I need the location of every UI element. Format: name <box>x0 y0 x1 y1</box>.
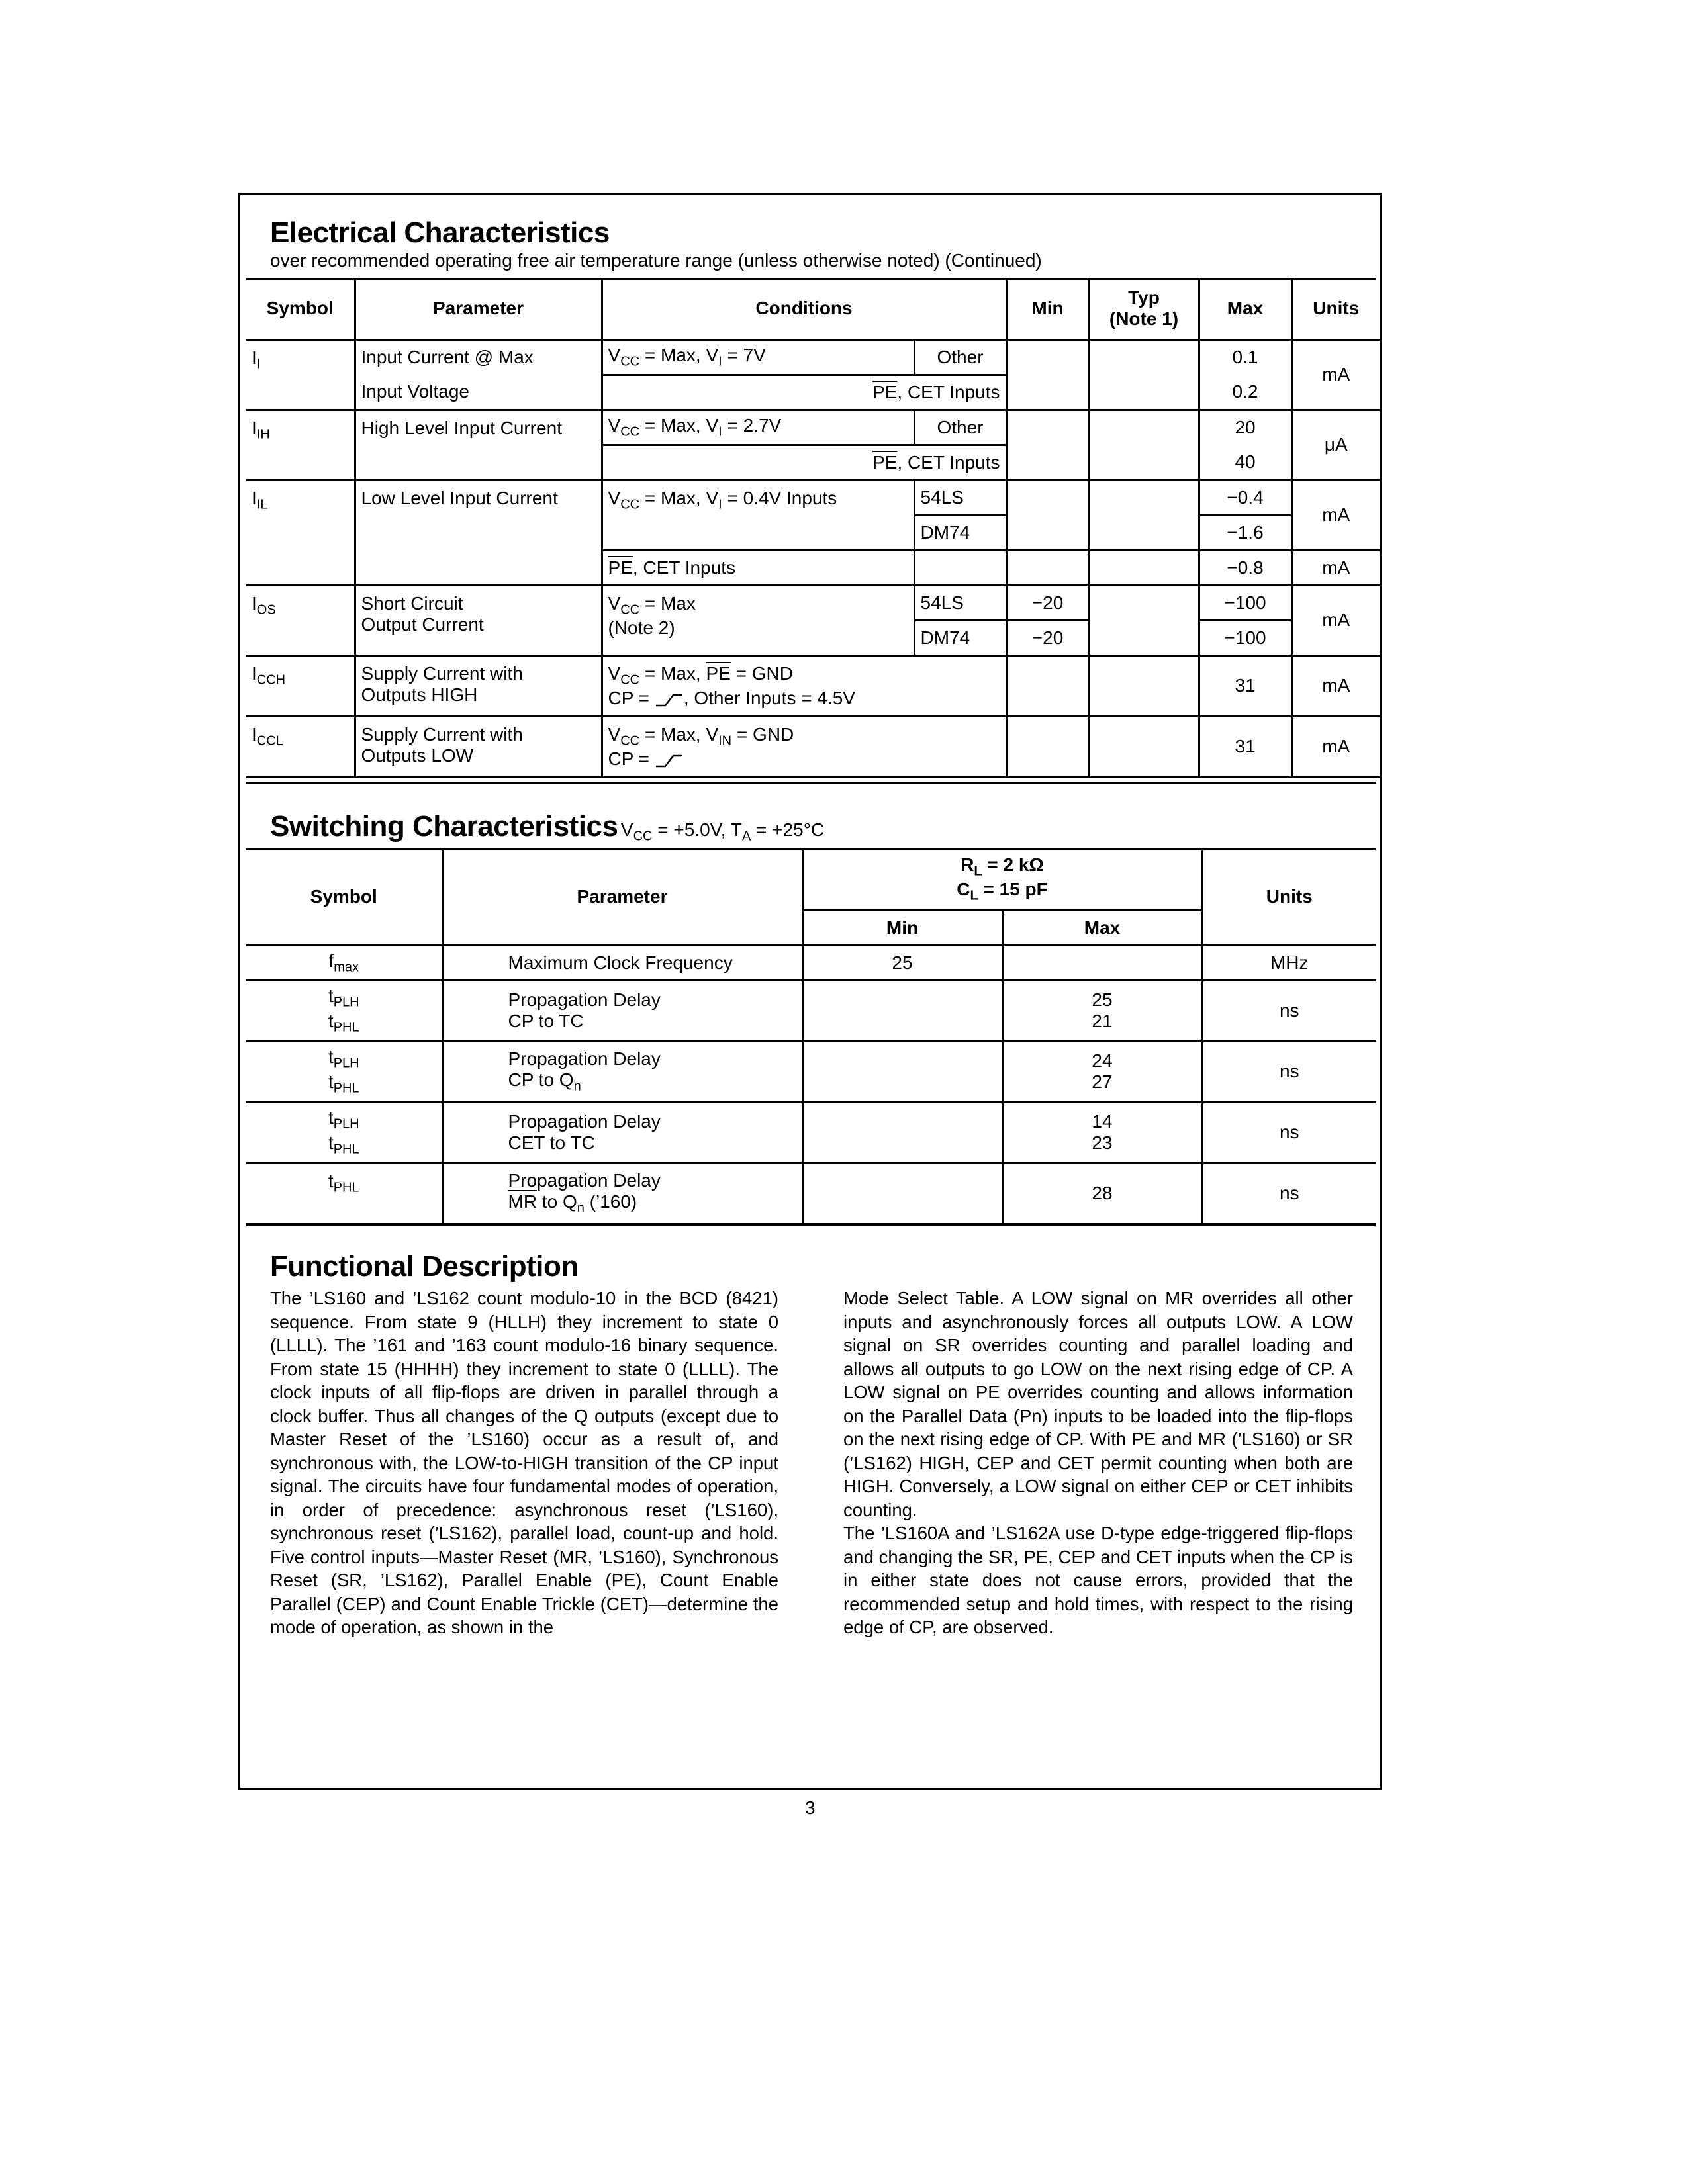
sw-units-r1: ns <box>1202 980 1376 1041</box>
param-iccl: Supply Current with Outputs LOW <box>355 716 602 777</box>
sw-param-r2: Propagation Delay CP to $Q_n$ <box>442 1041 802 1102</box>
max-ii-2: 0.2 <box>1199 375 1291 410</box>
cond-iil-1: $V_{CC}$ = Max, $V_I = 0.4V$ Inputs <box>602 480 914 550</box>
cond-ii-2: $\overline{PE}$, CET Inputs <box>602 375 1006 410</box>
sw-col-max: Max <box>1002 910 1202 945</box>
max-iil-3: −0.8 <box>1199 550 1291 585</box>
sw-symbol-r2: $t_{PLH}$ $t_{PHL}$ <box>246 1041 442 1102</box>
rule <box>246 782 1376 784</box>
sw-max-r3: 14 23 <box>1002 1102 1202 1163</box>
param-iil: Low Level Input Current <box>355 480 602 585</box>
units-ios: mA <box>1291 585 1380 655</box>
sw-max-r4: 28 <box>1002 1163 1202 1224</box>
max-iil-1: −0.4 <box>1199 480 1291 515</box>
max-iih-1: 20 <box>1199 410 1291 445</box>
sw-max-r2: 24 27 <box>1002 1041 1202 1102</box>
sw-units-r4: ns <box>1202 1163 1376 1224</box>
param-ii-1: Input Current @ Max <box>355 340 602 375</box>
col-conditions: Conditions <box>602 279 1006 340</box>
symbol-ii: $I_I$ <box>246 340 355 410</box>
max-iccl: 31 <box>1199 716 1291 777</box>
symbol-iih: $I_{IH}$ <box>246 410 355 480</box>
tag-ii-other: Other <box>914 340 1006 375</box>
sw-min-fmax: 25 <box>802 945 1002 980</box>
switching-conditions: $V_{CC} = +5.0V$, $T_A = +25^\circ C$ <box>620 819 825 844</box>
sw-units-fmax: MHz <box>1202 945 1376 980</box>
col-units: Units <box>1291 279 1380 340</box>
param-ii-2: Input Voltage <box>355 375 602 410</box>
sw-symbol-r1: $t_{PLH}$ $t_{PHL}$ <box>246 980 442 1041</box>
param-iih: High Level Input Current <box>355 410 602 480</box>
symbol-iccl: $I_{CCL}$ <box>246 716 355 777</box>
min-ios-1: −20 <box>1006 585 1089 620</box>
units-iih: μA <box>1291 410 1380 480</box>
sw-col-load: $R_L = 2$ kΩ $C_L = 15$ pF <box>802 849 1202 910</box>
rising-edge-icon <box>655 753 684 768</box>
sw-max-r1: 25 21 <box>1002 980 1202 1041</box>
sw-param-r3: Propagation Delay CET to TC <box>442 1102 802 1163</box>
sw-param-r4: Propagation Delay $\overline{MR}$ to $Q_n$ (’160) <box>442 1163 802 1224</box>
max-icch: 31 <box>1199 655 1291 716</box>
sw-symbol-fmax: $f_{max}$ <box>246 945 442 980</box>
tag-ios-54ls: 54LS <box>914 585 1006 620</box>
cond-icch: $V_{CC}$ = Max, $\overline{PE}$ = GND CP = , Other Inputs = 4.5V <box>602 655 1006 716</box>
functional-title: Functional Description <box>270 1250 579 1283</box>
page-number: 3 <box>805 1797 816 1818</box>
units-icch: mA <box>1291 655 1380 716</box>
max-iil-2: −1.6 <box>1199 515 1291 550</box>
sw-units-r3: ns <box>1202 1102 1376 1163</box>
units-ii: mA <box>1291 340 1380 410</box>
symbol-iil: $I_{IL}$ <box>246 480 355 585</box>
max-ios-1: −100 <box>1199 585 1291 620</box>
cond-ios: $V_{CC}$ = Max (Note 2) <box>602 585 914 655</box>
switching-heading <box>270 810 824 844</box>
col-max: Max <box>1199 279 1291 340</box>
tag-ios-dm74: DM74 <box>914 620 1006 655</box>
sw-col-min: Min <box>802 910 1002 945</box>
sw-symbol-r4: $t_{PHL}$ <box>246 1163 442 1224</box>
sw-col-units: Units <box>1202 849 1376 945</box>
cond-ii-1: $V_{CC}$ = Max, $V_I = 7V$ <box>602 340 914 375</box>
electrical-table <box>246 279 1380 778</box>
tag-iil-dm74: DM74 <box>914 515 1006 550</box>
functional-left-column <box>270 1287 778 1639</box>
sw-param-fmax: Maximum Clock Frequency <box>442 945 802 980</box>
units-iccl: mA <box>1291 716 1380 777</box>
units-iil: mA <box>1291 480 1380 550</box>
max-ii-1: 0.1 <box>1199 340 1291 375</box>
sw-param-r1: Propagation Delay CP to TC <box>442 980 802 1041</box>
col-min: Min <box>1006 279 1089 340</box>
col-symbol: Symbol <box>246 279 355 340</box>
param-ios: Short Circuit Output Current <box>355 585 602 655</box>
functional-right-column <box>843 1287 1353 1639</box>
min-ios-2: −20 <box>1006 620 1089 655</box>
rising-edge-icon <box>655 692 684 707</box>
cond-iih-2: $\overline{PE}$, CET Inputs <box>602 445 1006 480</box>
functional-paragraph-3: The ’LS160A and ’LS162A use D-type edge-triggered flip-flops and changing the SR, PE, CEP and CET inputs when the CP is in either state does not cause errors, provided that the recommended setup and hold times, with respect to the rising edge of CP, are observed. <box>843 1523 1353 1637</box>
symbol-ios: $I_{OS}$ <box>246 585 355 655</box>
tag-iil-54ls: 54LS <box>914 480 1006 515</box>
sw-symbol-r3: $t_{PLH}$ $t_{PHL}$ <box>246 1102 442 1163</box>
cond-iil-3: $\overline{PE}$, CET Inputs <box>602 550 914 585</box>
param-icch: Supply Current with Outputs HIGH <box>355 655 602 716</box>
symbol-icch: $I_{CCH}$ <box>246 655 355 716</box>
max-ios-2: −100 <box>1199 620 1291 655</box>
cond-iih-1: $V_{CC}$ = Max, $V_I = 2.7V$ <box>602 410 914 445</box>
col-parameter: Parameter <box>355 279 602 340</box>
sw-col-symbol: Symbol <box>246 849 442 945</box>
sw-col-parameter: Parameter <box>442 849 802 945</box>
tag-iih-other: Other <box>914 410 1006 445</box>
col-typ: Typ (Note 1) <box>1089 279 1199 340</box>
functional-paragraph-1: The ’LS160 and ’LS162 count modulo-10 in the BCD (8421) sequence. From state 9 (HLLH) they increment to state 0 (LLLL). The ’161 and ’163 count modulo-16 binary sequence. From state 15 (HHHH) they increment to state 0 (LLLL). The clock inputs of all flip-flops are driven in parallel through a clock buffer. Thus all changes of the Q outputs (except due to Master Reset of the ’LS160) occur as a result of, and synchronous with, the LOW-to-HIGH transition of the CP input signal. The circuits have four fundamental modes of operation, in order of precedence: asynchronous reset (’LS160), synchronous reset (’LS162), parallel load, count-up and hold. Five control inputs—Master Reset (MR, ’LS160), Synchronous Reset (SR, ’LS162), Parallel Enable (PE), Count Enable Parallel (CEP) and Count Enable Trickle (CET)—determine the mode of operation, as shown in the <box>270 1288 778 1637</box>
units-iil-3: mA <box>1291 550 1380 585</box>
electrical-subtitle: over recommended operating free air temperature range (unless otherwise noted) (Continued) <box>270 250 1042 271</box>
cond-iccl: $V_{CC}$ = Max, $V_{IN}$ = GND CP = <box>602 716 1006 777</box>
rule <box>246 1224 1376 1226</box>
sw-units-r2: ns <box>1202 1041 1376 1102</box>
switching-table <box>246 849 1376 1225</box>
electrical-title: Electrical Characteristics <box>270 216 610 249</box>
switching-title: Switching Characteristics <box>270 810 618 842</box>
functional-paragraph-2: Mode Select Table. A LOW signal on MR overrides all other inputs and asynchronously forces all outputs LOW. A LOW signal on SR overrides counting and parallel loading and allows all outputs to go LOW on the next rising edge of CP. A LOW signal on PE overrides counting and allows information on the Parallel Data (Pn) inputs to be loaded into the flip-flops on the next rising edge of CP. With PE and MR (’LS160) or SR (’LS162) HIGH, CEP and CET permit counting when both are HIGH. Conversely, a LOW signal on either CEP or CET inhibits counting. <box>843 1288 1353 1520</box>
max-iih-2: 40 <box>1199 445 1291 480</box>
